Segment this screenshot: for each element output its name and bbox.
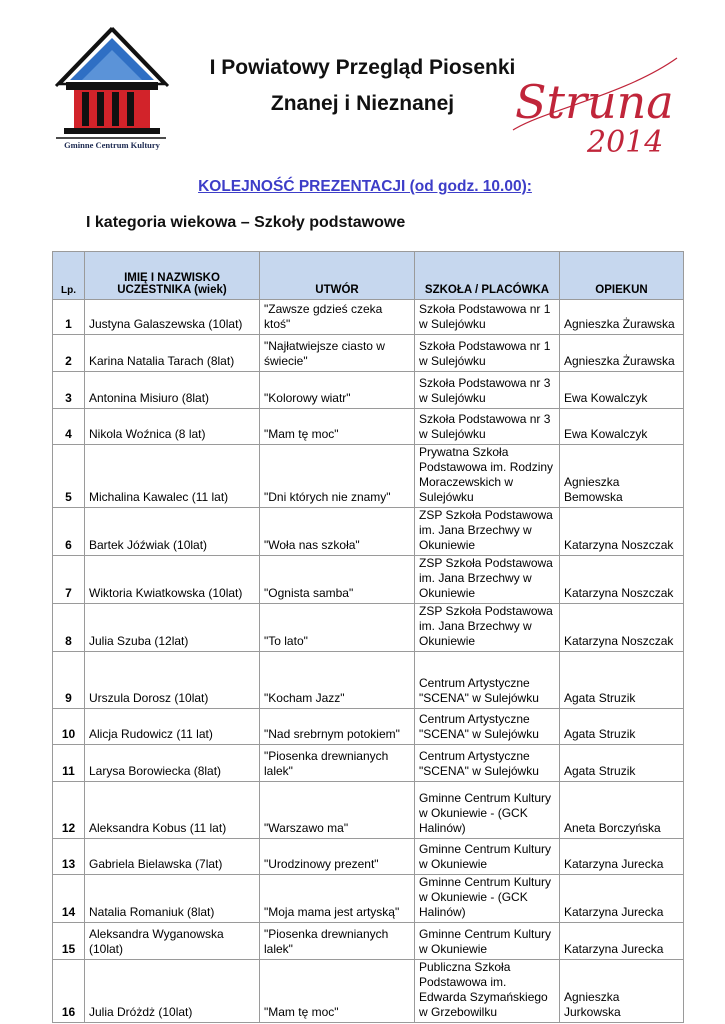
song-title: "Urodzinowy prezent" <box>260 839 415 875</box>
song-title: "Najłatwiejsze ciasto w świecie" <box>260 335 415 372</box>
participant-name: Bartek Jóźwiak (10lat) <box>85 508 260 556</box>
table-header-row <box>53 252 684 300</box>
row-number: 11 <box>53 745 85 782</box>
school-name: Prywatna Szkoła Podstawowa im. Rodziny Moraczewskich w Sulejówku <box>415 445 560 508</box>
song-title: "Mam tę moc" <box>260 960 415 1023</box>
table-row <box>53 652 684 709</box>
song-title: "Warszawo ma" <box>260 782 415 839</box>
song-title: "Moja mama jest artyską" <box>260 875 415 923</box>
struna-logo <box>505 40 685 160</box>
struna-year: 2014 <box>587 125 664 160</box>
row-number: 13 <box>53 839 85 875</box>
song-title: "Piosenka drewnianych lalek" <box>260 923 415 960</box>
school-name: ZSP Szkoła Podstawowa im. Jana Brzechwy w Okuniewie <box>415 556 560 604</box>
row-number: 8 <box>53 604 85 652</box>
table-row <box>53 782 684 839</box>
table-row <box>53 445 684 508</box>
row-number: 14 <box>53 875 85 923</box>
row-number: 4 <box>53 409 85 445</box>
school-name: Gminne Centrum Kultury w Okuniewie <box>415 923 560 960</box>
tutor-name: Katarzyna Jurecka <box>560 875 684 923</box>
col-header-song: UTWÓR <box>260 252 415 300</box>
song-title: "Nad srebrnym potokiem" <box>260 709 415 745</box>
song-title: "Woła nas szkoła" <box>260 508 415 556</box>
tutor-name: Katarzyna Jurecka <box>560 839 684 875</box>
tutor-name: Katarzyna Noszczak <box>560 556 684 604</box>
event-title-line1: I Powiatowy Przegląd Piosenki <box>209 56 516 79</box>
song-title: "Piosenka drewnianych lalek" <box>260 745 415 782</box>
song-title: "Mam tę moc" <box>260 409 415 445</box>
table-row <box>53 745 684 782</box>
participant-name: Aleksandra Kobus (11 lat) <box>85 782 260 839</box>
song-title: "Ognista samba" <box>260 556 415 604</box>
col-header-school: SZKOŁA / PLACÓWKA <box>415 252 560 300</box>
event-title-line2: Znanej i Nieznanej <box>270 92 455 115</box>
gck-logo <box>52 22 170 154</box>
table-row <box>53 875 684 923</box>
school-name: ZSP Szkoła Podstawowa im. Jana Brzechwy w Okuniewie <box>415 508 560 556</box>
row-number: 7 <box>53 556 85 604</box>
tutor-name: Agata Struzik <box>560 652 684 709</box>
school-name: Gminne Centrum Kultury w Okuniewie <box>415 839 560 875</box>
logo-caption: Gminne Centrum Kultury <box>64 140 160 150</box>
tutor-name: Ewa Kowalczyk <box>560 409 684 445</box>
tutor-name: Agata Struzik <box>560 745 684 782</box>
tutor-name: Ewa Kowalczyk <box>560 372 684 409</box>
row-number: 1 <box>53 300 85 335</box>
school-name: Centrum Artystyczne "SCENA" w Sulejówku <box>415 709 560 745</box>
participant-name: Urszula Dorosz (10lat) <box>85 652 260 709</box>
participant-name: Wiktoria Kwiatkowska (10lat) <box>85 556 260 604</box>
tutor-name: Katarzyna Noszczak <box>560 508 684 556</box>
presentation-order-heading: KOLEJNOŚĆ PREZENTACJI (od godz. 10.00): <box>198 178 532 195</box>
school-name: Szkoła Podstawowa nr 3 w Sulejówku <box>415 409 560 445</box>
tutor-name: Agnieszka Żurawska <box>560 300 684 335</box>
table-row <box>53 372 684 409</box>
table-row <box>53 839 684 875</box>
school-name: Centrum Artystyczne "SCENA" w Sulejówku <box>415 745 560 782</box>
participant-name: Antonina Misiuro (8lat) <box>85 372 260 409</box>
song-title: "Kocham Jazz" <box>260 652 415 709</box>
participant-name: Alicja Rudowicz (11 lat) <box>85 709 260 745</box>
school-name: Centrum Artystyczne "SCENA" w Sulejówku <box>415 652 560 709</box>
participant-name: Aleksandra Wyganowska (10lat) <box>85 923 260 960</box>
school-name: Szkoła Podstawowa nr 1 w Sulejówku <box>415 335 560 372</box>
row-number: 10 <box>53 709 85 745</box>
row-number: 12 <box>53 782 85 839</box>
table-row <box>53 960 684 1023</box>
col-header-tutor: OPIEKUN <box>560 252 684 300</box>
participant-name: Gabriela Bielawska (7lat) <box>85 839 260 875</box>
tutor-name: Agnieszka Jurkowska <box>560 960 684 1023</box>
col-header-participant: IMIĘ I NAZWISKO UCZESTNIKA (wiek) <box>85 252 260 300</box>
row-number: 9 <box>53 652 85 709</box>
col-header-lp: Lp. <box>53 252 85 300</box>
participants-table <box>52 251 684 1023</box>
row-number: 6 <box>53 508 85 556</box>
table-row <box>53 409 684 445</box>
table-row <box>53 556 684 604</box>
participant-name: Julia Dróżdż (10lat) <box>85 960 260 1023</box>
song-title: "Zawsze gdzieś czeka ktoś" <box>260 300 415 335</box>
participant-name: Justyna Galaszewska (10lat) <box>85 300 260 335</box>
school-name: Szkoła Podstawowa nr 3 w Sulejówku <box>415 372 560 409</box>
participant-name: Michalina Kawalec (11 lat) <box>85 445 260 508</box>
song-title: "Kolorowy wiatr" <box>260 372 415 409</box>
participant-name: Julia Szuba (12lat) <box>85 604 260 652</box>
participant-name: Larysa Borowiecka (8lat) <box>85 745 260 782</box>
table-row <box>53 335 684 372</box>
row-number: 3 <box>53 372 85 409</box>
tutor-name: Katarzyna Jurecka <box>560 923 684 960</box>
tutor-name: Aneta Borczyńska <box>560 782 684 839</box>
table-row <box>53 508 684 556</box>
participant-name: Natalia Romaniuk (8lat) <box>85 875 260 923</box>
table-row <box>53 923 684 960</box>
age-category-heading: I kategoria wiekowa – Szkoły podstawowe <box>86 214 406 231</box>
tutor-name: Agnieszka Bemowska <box>560 445 684 508</box>
tutor-name: Agnieszka Żurawska <box>560 335 684 372</box>
school-name: Gminne Centrum Kultury w Okuniewie - (GCK Halinów) <box>415 782 560 839</box>
struna-word: Struna <box>515 75 674 129</box>
tutor-name: Agata Struzik <box>560 709 684 745</box>
school-name: ZSP Szkoła Podstawowa im. Jana Brzechwy w Okuniewie <box>415 604 560 652</box>
participant-name: Nikola Woźnica (8 lat) <box>85 409 260 445</box>
table-row <box>53 604 684 652</box>
row-number: 15 <box>53 923 85 960</box>
row-number: 16 <box>53 960 85 1023</box>
song-title: "Dni których nie znamy" <box>260 445 415 508</box>
tutor-name: Katarzyna Noszczak <box>560 604 684 652</box>
row-number: 2 <box>53 335 85 372</box>
table-row <box>53 709 684 745</box>
row-number: 5 <box>53 445 85 508</box>
school-name: Gminne Centrum Kultury w Okuniewie - (GCK Halinów) <box>415 875 560 923</box>
participant-name: Karina Natalia Tarach (8lat) <box>85 335 260 372</box>
table-row <box>53 300 684 335</box>
school-name: Szkoła Podstawowa nr 1 w Sulejówku <box>415 300 560 335</box>
school-name: Publiczna Szkoła Podstawowa im. Edwarda Szymańskiego w Grzebowilku <box>415 960 560 1023</box>
song-title: "To lato" <box>260 604 415 652</box>
